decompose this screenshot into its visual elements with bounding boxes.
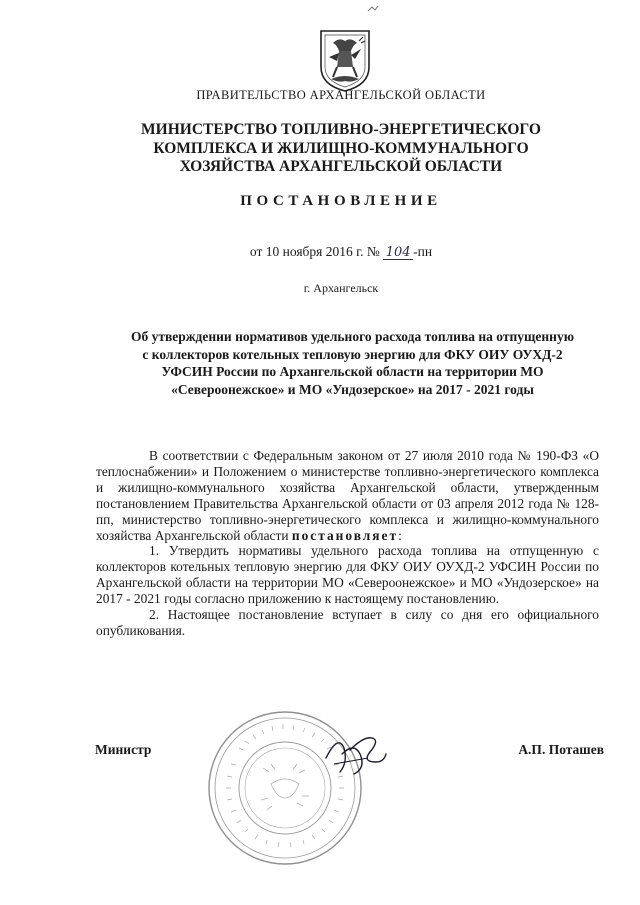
document-title bbox=[95, 328, 610, 398]
government-name: ПРАВИТЕЛЬСТВО АРХАНГЕЛЬСКОЙ ОБЛАСТИ bbox=[196, 88, 486, 102]
title-line: «Североонежское» и МО «Ундозерское» на 2017 - 2021 годы bbox=[171, 381, 534, 397]
document-date-number bbox=[0, 244, 640, 260]
title-line: УФСИН России по Архангельской области на территории МО bbox=[161, 364, 544, 379]
corner-mark-icon bbox=[366, 4, 380, 14]
ministry-name bbox=[0, 121, 640, 177]
ministry-line: МИНИСТЕРСТВО ТОПЛИВНО-ЭНЕРГЕТИЧЕСКОГО bbox=[141, 121, 541, 138]
body-paragraph-item-1: 1. Утвердить нормативы удельного расхода топлива на отпущенную с коллекторов котельных тепловую энергию для ФКУ ОИУ ОУХД-2 УФСИН России по Архангельской области на территории МО «Североонежское» и МО «Ундозерское» на 2017 - 2021 годы согласно приложению к настоящему постановлению. bbox=[96, 543, 599, 607]
body-paragraph-item-2: 2. Настоящее постановление вступает в силу со дня его официального опубликования. bbox=[96, 607, 599, 638]
preamble-text: В соответствии с Федеральным законом от 27 июля 2010 года № 190-ФЗ «О теплоснабжении» и Положением о министерстве топливно-энергетического комплекса и жилищно-коммунального хозяйства Архангельской области, утвержденным постановлением Правительства Архангельской области от 03 апреля 2012 года № 128-пп, министерство топливно-энергетического комплекса и жилищно-коммунального хозяйства Архангельской области bbox=[96, 448, 599, 543]
document-type: ПОСТАНОВЛЕНИЕ bbox=[240, 193, 442, 209]
signatory-name: А.П. Поташев bbox=[518, 742, 604, 757]
body-paragraph-preamble bbox=[96, 448, 599, 543]
ministry-line: КОМПЛЕКСА И ЖИЛИЩНО-КОММУНАЛЬНОГО bbox=[153, 139, 529, 157]
resolves-word: постановляет bbox=[291, 527, 399, 543]
document-city: г. Архангельск bbox=[303, 281, 379, 295]
number-suffix: -пн bbox=[413, 244, 433, 259]
signatory-role: Министр bbox=[95, 742, 152, 757]
title-line: с коллекторов котельных тепловую энергию для ФКУ ОИУ ОУХД-2 bbox=[142, 346, 563, 362]
handwritten-signature bbox=[320, 728, 390, 778]
document-body bbox=[96, 448, 599, 639]
coat-of-arms-emblem bbox=[317, 27, 373, 93]
handwritten-number: 104 bbox=[383, 246, 413, 260]
preamble-colon: : bbox=[398, 527, 402, 543]
ministry-line: ХОЗЯЙСТВА АРХАНГЕЛЬСКОЙ ОБЛАСТИ bbox=[179, 158, 503, 175]
date-prefix: от 10 ноября 2016 г. № bbox=[249, 244, 380, 259]
title-line: Об утверждении нормативов удельного расхода топлива на отпущенную bbox=[130, 329, 575, 344]
